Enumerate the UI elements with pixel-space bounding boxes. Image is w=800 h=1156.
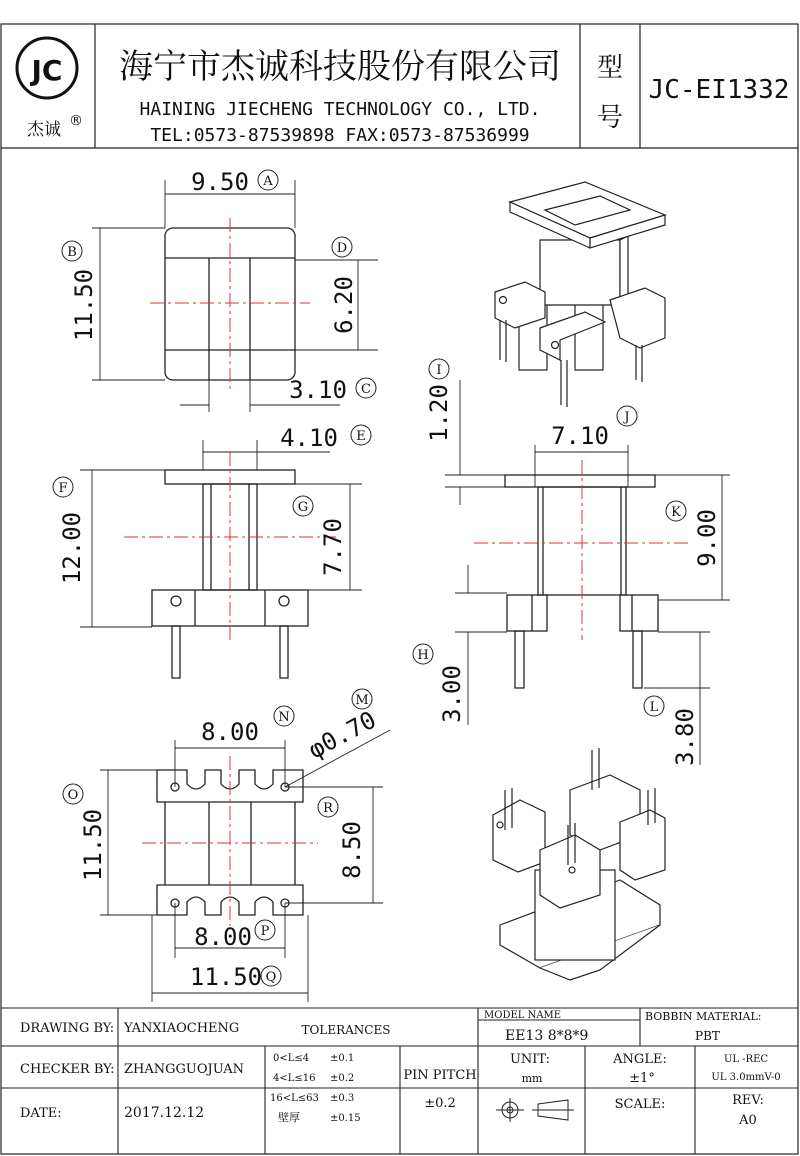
svg-text:G: G <box>297 500 309 515</box>
svg-text:A: A <box>263 174 273 189</box>
model-name-label: MODEL NAME <box>484 1010 562 1021</box>
svg-text:M: M <box>355 693 369 708</box>
rev-value: A0 <box>739 1113 757 1128</box>
rev-label: REV: <box>732 1093 764 1108</box>
tol-range-4: 壁厚 <box>278 1111 300 1124</box>
dim-h-value: 3.00 <box>438 665 466 723</box>
type-label-1: 型 <box>596 53 624 83</box>
dim-i-value: 1.20 <box>425 384 453 442</box>
company-contact: TEL:0573-87539898 FAX:0573-87536999 <box>150 125 530 146</box>
dim-i-tag <box>429 359 449 379</box>
dim-c-value: 3.10 <box>289 376 347 404</box>
model-number: JC-EI1332 <box>648 75 790 105</box>
dim-m-tag <box>352 689 372 709</box>
drawing-by-label: DRAWING BY: <box>20 1021 115 1036</box>
svg-text:Q: Q <box>265 970 277 985</box>
dim-j-value: 7.10 <box>551 422 609 450</box>
dim-f-tag <box>53 477 73 497</box>
dim-c-tag <box>356 378 376 398</box>
dim-q-tag <box>261 966 281 986</box>
dim-r-tag <box>318 797 338 817</box>
isometric-view-top <box>495 182 665 407</box>
dim-o-value: 11.50 <box>79 808 107 882</box>
projection-symbol-icon <box>496 1098 574 1122</box>
tol-range-2: 4<L≤16 <box>273 1073 316 1084</box>
pin-pitch-value: ±0.2 <box>424 1096 456 1111</box>
svg-text:N: N <box>278 710 290 725</box>
dim-r-value: 8.50 <box>338 821 366 879</box>
tol-value-2: ±0.2 <box>330 1073 355 1084</box>
svg-text:H: H <box>417 648 429 663</box>
dim-a-value: 9.50 <box>191 168 249 196</box>
unit-value: mm <box>521 1072 543 1085</box>
dim-b-tag <box>62 241 82 261</box>
dim-p-tag <box>255 920 275 940</box>
dim-e-tag <box>351 425 371 445</box>
isometric-view-bottom <box>493 748 665 980</box>
ul-rating-1: UL -REC <box>723 1054 769 1065</box>
angle-label: ANGLE: <box>613 1052 667 1067</box>
dim-n-value: 8.00 <box>201 718 259 746</box>
sheet-border <box>1 24 798 1154</box>
svg-text:K: K <box>671 505 681 520</box>
dim-k-value: 9.00 <box>693 509 721 567</box>
dim-f-value: 12.00 <box>58 511 86 585</box>
svg-text:L: L <box>649 700 659 715</box>
date-value: 2017.12.12 <box>124 1105 205 1121</box>
tol-range-1: 0<L≤4 <box>273 1053 310 1064</box>
dim-e-value: 4.10 <box>280 424 338 452</box>
svg-text:C: C <box>361 382 371 397</box>
checker-by-value: ZHANGGUOJUAN <box>124 1062 245 1077</box>
dim-g-tag <box>293 496 313 516</box>
dim-l-tag <box>644 696 664 716</box>
dim-k-tag <box>666 501 686 521</box>
dim-p-value: 8.00 <box>194 923 252 951</box>
company-logo <box>17 38 83 140</box>
unit-label: UNIT: <box>509 1052 551 1067</box>
tol-range-3: 16<L≤63 <box>270 1093 319 1104</box>
dim-h-tag <box>413 644 433 664</box>
dim-d-value: 6.20 <box>330 276 358 334</box>
svg-text:O: O <box>67 788 79 803</box>
dim-j-tag <box>617 406 637 426</box>
svg-text:E: E <box>356 429 366 444</box>
tol-value-4: ±0.15 <box>330 1113 361 1124</box>
dim-a-tag <box>258 170 278 190</box>
ul-rating-2: UL 3.0mmV-0 <box>711 1072 781 1083</box>
logo-text: JC <box>31 54 63 87</box>
dim-m-value: φ0.70 <box>303 705 381 765</box>
bobbin-material-label: BOBBIN MATERIAL: <box>645 1010 762 1023</box>
tolerances-label: TOLERANCES <box>301 1023 391 1037</box>
tol-value-3: ±0.3 <box>330 1093 355 1104</box>
drawing-by-value: YANXIAOCHENG <box>124 1021 240 1036</box>
svg-text:F: F <box>58 481 68 496</box>
svg-text:R: R <box>323 801 333 816</box>
checker-by-label: CHECKER BY: <box>20 1062 115 1077</box>
model-name-value: EE13 8*8*9 <box>505 1028 589 1044</box>
dim-b-value: 11.50 <box>70 268 98 342</box>
dim-o-tag <box>63 784 83 804</box>
bobbin-material-value: PBT <box>695 1029 720 1043</box>
company-name-cn: 海宁市杰诚科技股份有限公司 <box>119 47 561 87</box>
scale-label: SCALE: <box>614 1097 666 1112</box>
title-block <box>1 1008 798 1154</box>
pin-pitch-label: PIN PITCH <box>403 1068 477 1083</box>
svg-text:D: D <box>336 241 348 256</box>
svg-text:P: P <box>260 924 270 939</box>
date-label: DATE: <box>20 1106 62 1121</box>
dim-g-value: 7.70 <box>319 518 347 576</box>
type-label-2: 号 <box>596 103 624 133</box>
svg-text:B: B <box>67 245 77 260</box>
svg-text:I: I <box>436 363 442 378</box>
tol-value-1: ±0.1 <box>330 1053 355 1064</box>
dim-n-tag <box>274 706 294 726</box>
registered-mark: ® <box>69 113 83 129</box>
dim-l-value: 3.80 <box>671 708 699 766</box>
svg-text:J: J <box>624 410 630 425</box>
dim-q-value: 11.50 <box>189 963 263 991</box>
angle-value: ±1° <box>629 1071 655 1086</box>
dim-d-tag <box>332 237 352 257</box>
logo-subtitle: 杰诚 <box>27 120 61 140</box>
company-name-en: HAINING JIECHENG TECHNOLOGY CO., LTD. <box>139 99 541 120</box>
